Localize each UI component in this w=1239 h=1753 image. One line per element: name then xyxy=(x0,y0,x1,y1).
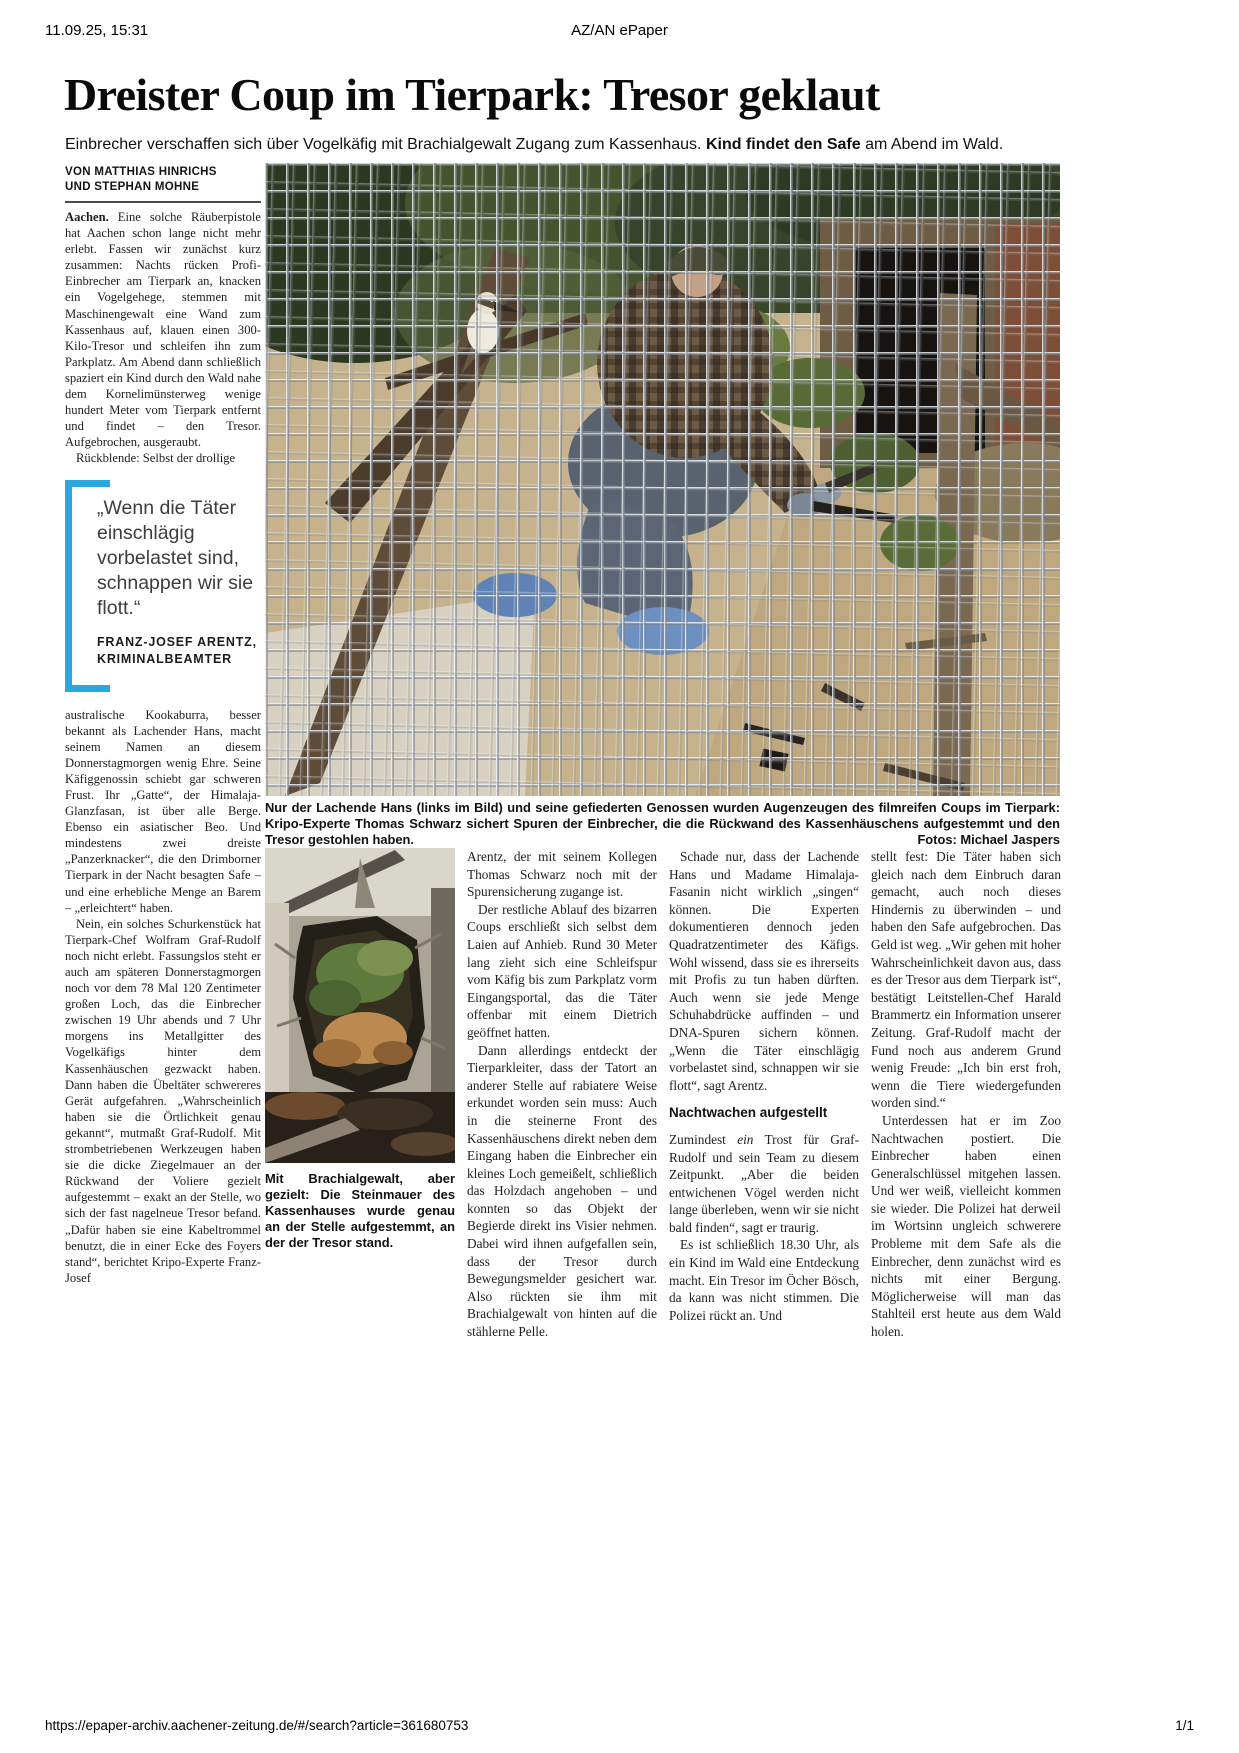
paragraph xyxy=(65,209,261,450)
photo-credit: Fotos: Michael Jaspers xyxy=(917,832,1060,847)
article-column-1 xyxy=(65,209,261,1286)
main-photo-caption xyxy=(265,800,1060,848)
app-title: AZ/AN ePaper xyxy=(571,22,668,39)
small-photo-caption: Mit Brachialgewalt, aber gezielt: Die Steinmauer des Kassenhauses wurde genau an der Stelle aufgestemmt, an der der Tresor stand. xyxy=(265,1171,455,1250)
wall-hole-photo-art xyxy=(265,848,455,1163)
subheadline-text: Einbrecher verschaffen sich über Vogelkäfig mit Brachialgewalt Zugang zum Kassenhaus. xyxy=(65,136,706,153)
paragraph: Es ist schließlich 18.30 Uhr, als ein Kind im Wald eine Entdeckung macht. Ein Tresor im Öcher Bösch, da kann was nicht stimmen. Die Polizei rückt an. Und xyxy=(669,1237,859,1323)
article-column-4 xyxy=(871,848,1061,1341)
paragraph: australische Kookaburra, besser bekannt als Lachender Hans, macht seinem Namen an diesem Donnerstagmorgen wenig Ehre. Seine Käfiggenossin schiebt gar schweren Frust. Ihr „Gatte“, der Himalaja-Glanzfasan, ist über alle Berge. Ebenso ein asiatischer Beo. Und mindestens zwei dreiste „Panzerknacker“, die den Drimborner Tierpark in der Nacht besagten Safe – und eine erhebliche Menge an Barem – „erleichtert“ haben. xyxy=(65,707,261,915)
paragraph: stellt fest: Die Täter haben sich gleich nach dem Einbruch daran gemacht, auch noch dieses Hindernis zu überwinden – und haben den Safe aufgebrochen. Das Geld ist weg. „Wir gehen mit hoher Wahrscheinlichkeit davon aus, dass es der Tresor aus dem Tierpark ist“, bestätigt Leitstellen-Chef Harald Brammertz ein Information unserer Zeitung. Graf-Rudolf macht der Fund noch aus anderem Grund wenig Freude: „Ich bin erst froh, wenn die Tiere wiedergefunden worden sind.“ xyxy=(871,849,1061,1111)
pull-quote-attribution-name: FRANZ-JOSEF ARENTZ, xyxy=(97,634,257,649)
byline-divider xyxy=(65,201,261,203)
paragraph-text: Zumindest xyxy=(669,1131,738,1147)
article-column-2 xyxy=(467,848,657,1341)
paragraph xyxy=(669,1131,859,1237)
subheadline-bold: Kind findet den Safe xyxy=(705,136,861,153)
paragraph: Nein, ein solches Schurkenstück hat Tierpark-Chef Wolfram Graf-Rudolf noch nicht erlebt. Fassungslos steht er auch am späteren Donnerstagmorgen noch vor dem 78 Mal 120 Zentimeter großen Loch, das die Einbrecher zwischen 19 Uhr abends und 7 Uhr morgens ins Metallgitter des Vogelkäfigs hinter dem Kassenhäuschen gezwackt haben. Dann haben die Übeltäter schwereres Gerät aufgefahren. „Wahrscheinlich haben sie die Örtlichkeit genau gekannt“, mutmaßt Graf-Rudolf. Mit strombetriebenen Werkzeugen haben sie die dicke Ziegelmauer an der Rückwand der Voliere gezielt aufgestemmt – exakt an der Stelle, wo sich der fast nagelneue Tresor befand. „Dafür haben sie eine Kabeltrommel benutzt, die in einer Ecke des Foyers stand“, berichtet Kripo-Experte Franz-Josef xyxy=(65,916,261,1285)
pull-quote-attribution-role: KRIMINALBEAMTER xyxy=(97,651,232,666)
main-article-photo xyxy=(265,163,1060,796)
source-url: https://epaper-archiv.aachener-zeitung.de/#/search?article=361680753 xyxy=(45,1718,469,1733)
paragraph: Unterdessen hat er im Zoo Nachtwachen postiert. Die Einbrecher haben einen Generalschlüssel mitgehen lassen. Und wer weiß, vielleicht kommen sie wieder. Die Polizei hat derweil im Wortsinn ungleich schwerere Probleme mit dem Safe als die Einbrecher, denn zunächst wird es nichts mit einer Bergung. Möglicherweise will man das Stahlteil erst heute aus dem Wald holen. xyxy=(871,1112,1061,1340)
print-timestamp: 11.09.25, 15:31 xyxy=(45,22,149,39)
subheadline-text-end: am Abend im Wald. xyxy=(860,136,1004,153)
wall-hole-photo xyxy=(265,848,455,1163)
paragraph: Arentz, der mit seinem Kollegen Thomas Schwarz noch mit der Spurensicherung zugange ist. xyxy=(467,849,657,900)
article-subheadline xyxy=(65,136,1055,154)
paragraph: Der restliche Ablauf des bizarren Coups erschließt sich selbst dem Laien auf Anhieb. Rund 30 Meter lang zieht sich eine Schleifspur vom Käfig bis zum Parkplatz vorm Eingangsportal, das die Täter offenbar mit einem Dietrich geöffnet hatten. xyxy=(467,901,657,1040)
paragraph-text: Eine solche Räuberpistole hat Aachen schon lange nicht mehr erlebt. Fassen wir zunächst kurz zusammen: Nachts rücken Profi-Einbrecher am Tierpark an, knacken ein Vogelgehege, stemmen mit Maschinengewalt eine Wand zum Kassenhaus auf, klauen einen 300-Kilo-Tresor und schleifen ihn zum Parkplatz. Am Abend dann schließlich spaziert ein Kind durch den Wald nahe dem Kornelimünsterweg wenige hundert Meter vom Tierpark entfernt und findet – den Tresor. Aufgebrochen, ausgeraubt. xyxy=(65,210,261,450)
emphasis-text: ein xyxy=(737,1131,754,1147)
byline-author-1: VON MATTHIAS HINRICHS xyxy=(65,166,217,178)
paragraph: Dann allerdings entdeckt der Tierparkleiter, dass der Tatort an anderer Stelle auf rabiatere Weise erkundet worden sein muss: Auch in die steinerne Front des Kassenhäuschens direkt neben dem Eingang haben die Einbrecher ein kleines Loch gemeißelt, schließlich das Holzdach angehoben – und konnten so das Objekt der Begierde direkt ins Visier nehmen. Dabei wird ihnen aufgefallen sein, dass der Tresor durch Bewegungsmelder gesichert war. Also rückten sie ihm mit Brachialgewalt von hinten auf die stählerne Pelle. xyxy=(467,1042,657,1340)
page-indicator: 1/1 xyxy=(1175,1718,1194,1733)
aviary-crime-scene-photo xyxy=(265,163,1060,796)
byline xyxy=(65,165,261,195)
byline-author-2: UND STEPHAN MOHNE xyxy=(65,181,200,193)
article-column-3 xyxy=(669,848,859,1341)
print-footer xyxy=(45,1718,1194,1738)
photo-column xyxy=(265,848,455,1341)
paragraph-text: Trost für Graf-Rudolf und sein Team zu diesem Zeitpunkt. „Aber die beiden entwichenen Vögel werden nicht lange überleben, wenn wir sie nicht bald finden“, sagt er traurig. xyxy=(669,1131,859,1235)
main-photo-caption-text: Nur der Lachende Hans (links im Bild) und seine gefiederten Genossen wurden Augenzeugen des filmreifen Coups im Tierpark: Kripo-Experte Thomas Schwarz sichert Spuren der Einbrecher, die die Rückwand des Kassenhäuschens aufgestemmt und den Tresor gestohlen haben. xyxy=(265,800,1060,847)
pull-quote-attribution xyxy=(97,634,259,668)
paragraph: Rückblende: Selbst der drollige xyxy=(76,451,236,466)
pull-quote-text: „Wenn die Täter einschlägig vorbelastet sind, schnappen wir sie flott.“ xyxy=(97,496,254,619)
article-headline: Dreister Coup im Tierpark: Tresor geklaut xyxy=(64,69,880,120)
paragraph: Schade nur, dass der Lachende Hans und Madame Himalaja-Fasanin nicht wirklich „singen“ können. Die Experten dokumentieren dennoch jeden Quadratzentimeter des Käfigs. Wohl wissend, dass sie es ihrerseits mit Profis zu tun haben dürften. Auch wenn sie jede Menge Schuhabdrücke auffinden – und DNA-Spuren sichern können. „Wenn die Täter einschlägig vorbelastet sind, schnappen wir sie flott“, sagt Arentz. xyxy=(669,849,859,1093)
pull-quote xyxy=(65,480,261,692)
dateline: Aachen. xyxy=(65,210,109,224)
print-header xyxy=(45,22,1194,42)
lower-columns xyxy=(265,848,1061,1341)
section-subhead: Nachtwachen aufgestellt xyxy=(669,1105,828,1121)
